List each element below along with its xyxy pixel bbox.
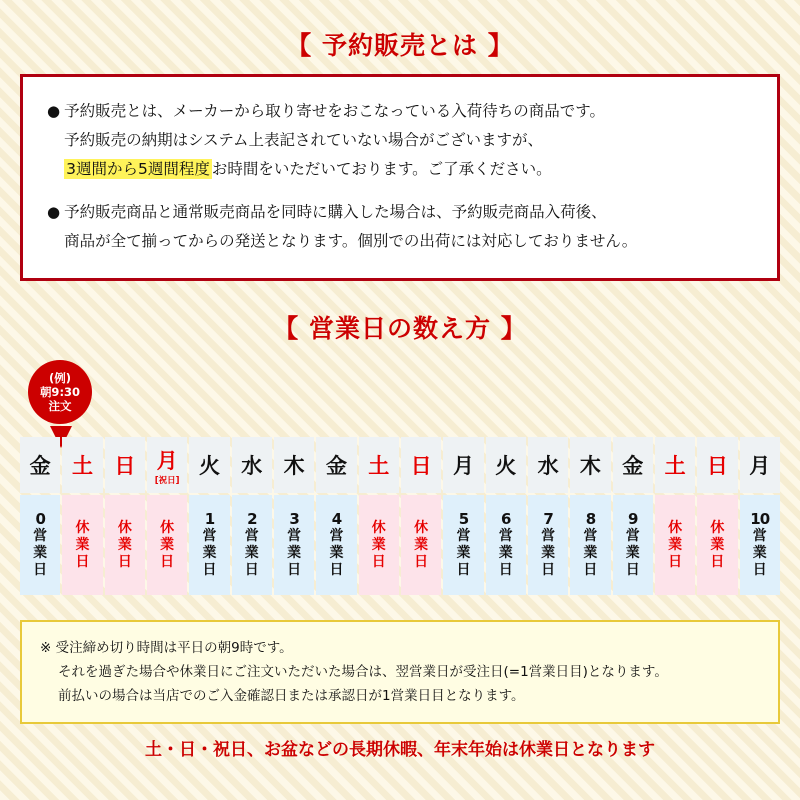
calendar-weekday [613, 437, 653, 493]
calendar-cell-label-char: 業 [160, 536, 175, 553]
calendar-column [359, 437, 399, 595]
calendar-cell-label-char: 休 [117, 519, 132, 536]
calendar-cell-label-char: 日 [329, 562, 344, 578]
calendar-cell-label-char: 営 [498, 528, 513, 544]
calendar-cell-label-char: 営 [583, 528, 598, 544]
calendar-weekday [62, 437, 102, 493]
calendar-cell-label-char: 営 [541, 528, 556, 544]
business-day-calendar [20, 437, 780, 595]
preorder-bullet-text [64, 198, 753, 256]
calendar-businessday-cell [189, 495, 229, 595]
order-deadline-note-box [20, 620, 780, 724]
calendar-closed-cell [147, 495, 187, 595]
calendar-cell-label-char: 営 [33, 528, 48, 544]
calendar-closed-cell [105, 495, 145, 595]
calendar-cell-label-char: 営 [287, 528, 302, 544]
calendar-cell-label-char: 業 [541, 545, 556, 561]
calendar-cell-label-char: 営 [625, 528, 640, 544]
calendar-day-number: 9 [628, 510, 638, 528]
calendar-cell-label-char: 業 [287, 545, 302, 561]
calendar-cell-label-char: 休 [668, 519, 683, 536]
calendar-cell-label-char: 日 [117, 553, 132, 570]
calendar-column [316, 437, 356, 595]
calendar-weekday [105, 437, 145, 493]
calendar-businessday-cell [316, 495, 356, 595]
calendar-weekday [147, 437, 187, 493]
calendar-cell-label-char: 業 [117, 536, 132, 553]
calendar-businessday-cell [232, 495, 272, 595]
calendar-weekday [316, 437, 356, 493]
calendar-weekday [443, 437, 483, 493]
calendar-weekday-label: 木 [283, 454, 305, 478]
calendar-column [62, 437, 102, 595]
business-days-section-title: 【 営業日の数え方 】 [273, 314, 527, 343]
calendar-businessday-cell [740, 495, 780, 595]
preorder-line: 予約販売の納期はシステム上表記されていない場合がございますが、 [64, 131, 544, 149]
calendar-column [105, 437, 145, 595]
calendar-closed-cell [655, 495, 695, 595]
calendar-day-number: 7 [543, 510, 553, 528]
calendar-cell-label-char: 休 [160, 519, 175, 536]
calendar-cell-label-char: 日 [287, 562, 302, 578]
calendar-column [232, 437, 272, 595]
calendar-weekday-label: 木 [579, 454, 601, 478]
calendar-column [740, 437, 780, 595]
calendar-businessday-cell [528, 495, 568, 595]
calendar-column [655, 437, 695, 595]
calendar-cell-label-char: 日 [456, 562, 471, 578]
calendar-cell-label-char: 日 [371, 553, 386, 570]
calendar-cell-label-char: 日 [752, 562, 767, 578]
calendar-cell-label-char: 営 [329, 528, 344, 544]
preorder-line-highlighted [64, 155, 753, 184]
preorder-info-box [20, 74, 780, 281]
calendar-weekday-label: 金 [622, 454, 644, 478]
calendar-day-number: 1 [204, 510, 215, 528]
calendar-cell-label-char: 日 [541, 562, 556, 578]
calendar-businessday-cell [570, 495, 610, 595]
note-line: ※ 受注締め切り時間は平日の朝9時です。 [40, 640, 293, 656]
calendar-column [443, 437, 483, 595]
bullet-icon: ● [47, 203, 61, 221]
calendar-cell-label-char: 業 [583, 545, 598, 561]
calendar-cell-label-char: 業 [710, 536, 725, 553]
calendar-cell-label-char: 日 [625, 562, 640, 578]
preorder-line: 商品が全て揃ってからの発送となります。個別での出荷には対応しておりません。 [64, 232, 638, 250]
calendar-cell-label-char: 業 [371, 536, 386, 553]
calendar-cell-label-char: 日 [160, 553, 175, 570]
calendar-cell-label-char: 業 [33, 545, 48, 561]
calendar-cell-label-char: 日 [75, 553, 90, 570]
calendar-weekday-label: 日 [114, 454, 136, 478]
calendar-column [147, 437, 187, 595]
calendar-cell-label-char: 休 [414, 519, 429, 536]
calendar-cell-label-char: 業 [202, 545, 217, 561]
preorder-section-title: 【 予約販売とは 】 [286, 31, 514, 60]
calendar-column [20, 437, 60, 595]
calendar-column [274, 437, 314, 595]
calendar-cell-label-char: 業 [75, 536, 90, 553]
calendar-weekday [20, 437, 60, 493]
calendar-weekday-label: 水 [241, 454, 263, 478]
calendar-weekday-label: 火 [495, 454, 517, 478]
calendar-cell-label-char: 業 [456, 545, 471, 561]
calendar-cell-label-char: 日 [202, 562, 217, 578]
calendar-column [613, 437, 653, 595]
preorder-bullet-item [47, 198, 753, 256]
note-line: それを過ぎた場合や休業日にご注文いただいた場合は、翌営業日が受注日(=1営業日目)となります。 [58, 664, 668, 680]
example-bubble [28, 360, 92, 424]
calendar-cell-label-char: 日 [244, 562, 259, 578]
calendar-weekday [570, 437, 610, 493]
calendar-column [401, 437, 441, 595]
calendar-cell-label-char: 休 [75, 519, 90, 536]
calendar-column [528, 437, 568, 595]
calendar-cell-label-char: 業 [752, 545, 767, 561]
calendar-weekday [189, 437, 229, 493]
example-label-line1: (例) [48, 371, 71, 385]
calendar-weekday [528, 437, 568, 493]
calendar-cell-label-char: 日 [583, 562, 598, 578]
calendar-weekday-label: 火 [198, 454, 220, 478]
calendar-cell-label-char: 営 [244, 528, 259, 544]
calendar-column [486, 437, 526, 595]
calendar-closed-cell [62, 495, 102, 595]
calendar-day-number: 5 [458, 510, 469, 528]
calendar-weekday-label: 月 [156, 448, 178, 473]
calendar-businessday-cell [486, 495, 526, 595]
note-line: 前払いの場合は当店でのご入金確認日または承認日が1営業日目となります。 [58, 688, 525, 704]
calendar-weekday [274, 437, 314, 493]
calendar-businessday-cell [20, 495, 60, 595]
calendar-weekday-label: 月 [452, 454, 474, 478]
calendar-businessday-cell [443, 495, 483, 595]
preorder-bullet-text [64, 97, 753, 184]
calendar-weekday-label: 土 [368, 454, 390, 478]
calendar-weekday-sublabel: [祝日] [154, 475, 180, 486]
calendar-weekday [697, 437, 737, 493]
calendar-day-number: 8 [585, 510, 596, 528]
calendar-column [189, 437, 229, 595]
calendar-day-number: 10 [750, 510, 770, 528]
calendar-weekday-label: 水 [537, 454, 559, 478]
calendar-weekday-label: 土 [664, 454, 686, 478]
preorder-bullet-item [47, 97, 753, 184]
bullet-icon: ● [47, 102, 61, 120]
lead-time-suffix: お時間をいただいております。ご了承ください。 [211, 160, 552, 178]
calendar-weekday-label: 日 [706, 454, 728, 478]
calendar-day-number: 3 [289, 510, 299, 528]
calendar-cell-label-char: 業 [244, 545, 259, 561]
calendar-weekday [655, 437, 695, 493]
calendar-weekday [740, 437, 780, 493]
calendar-closed-cell [697, 495, 737, 595]
calendar-cell-label-char: 休 [371, 519, 386, 536]
calendar-weekday-label: 月 [749, 454, 771, 478]
calendar-weekday [359, 437, 399, 493]
calendar-cell-label-char: 業 [625, 545, 640, 561]
calendar-day-number: 0 [35, 510, 45, 528]
calendar-cell-label-char: 日 [33, 562, 48, 578]
example-label-line3: 注文 [48, 399, 72, 413]
calendar-column [570, 437, 610, 595]
calendar-weekday-label: 金 [325, 454, 347, 478]
calendar-cell-label-char: 日 [668, 553, 683, 570]
calendar-day-number: 4 [331, 510, 342, 528]
holiday-footer-note: 土・日・祝日、お盆などの長期休暇、年末年始は休業日となります [145, 740, 655, 760]
calendar-cell-label-char: 日 [498, 562, 513, 578]
calendar-closed-cell [401, 495, 441, 595]
calendar-weekday [486, 437, 526, 493]
calendar-cell-label-char: 業 [329, 545, 344, 561]
calendar-column [697, 437, 737, 595]
calendar-businessday-cell [613, 495, 653, 595]
calendar-cell-label-char: 休 [710, 519, 725, 536]
calendar-businessday-cell [274, 495, 314, 595]
calendar-weekday-label: 土 [71, 454, 93, 478]
calendar-day-number: 6 [501, 510, 511, 528]
preorder-line: 予約販売商品と通常販売商品を同時に購入した場合は、予約販売商品入荷後、 [64, 203, 607, 221]
calendar-day-number: 2 [247, 510, 257, 528]
calendar-cell-label-char: 日 [414, 553, 429, 570]
calendar-cell-label-char: 営 [752, 528, 767, 544]
calendar-weekday [232, 437, 272, 493]
calendar-cell-label-char: 日 [710, 553, 725, 570]
calendar-weekday [401, 437, 441, 493]
calendar-weekday-label: 金 [29, 454, 51, 478]
calendar-cell-label-char: 営 [202, 528, 217, 544]
preorder-line: 予約販売とは、メーカーから取り寄せをおこなっている入荷待ちの商品です。 [64, 102, 606, 120]
calendar-cell-label-char: 営 [456, 528, 471, 544]
lead-time-highlight: 3週間から5週間程度 [66, 160, 210, 178]
calendar-cell-label-char: 業 [668, 536, 683, 553]
calendar-cell-label-char: 業 [498, 545, 513, 561]
calendar-closed-cell [359, 495, 399, 595]
example-order-marker [28, 360, 94, 448]
example-label-line2: 朝9:30 [39, 385, 81, 399]
calendar-cell-label-char: 業 [414, 536, 429, 553]
calendar-weekday-label: 日 [410, 454, 432, 478]
